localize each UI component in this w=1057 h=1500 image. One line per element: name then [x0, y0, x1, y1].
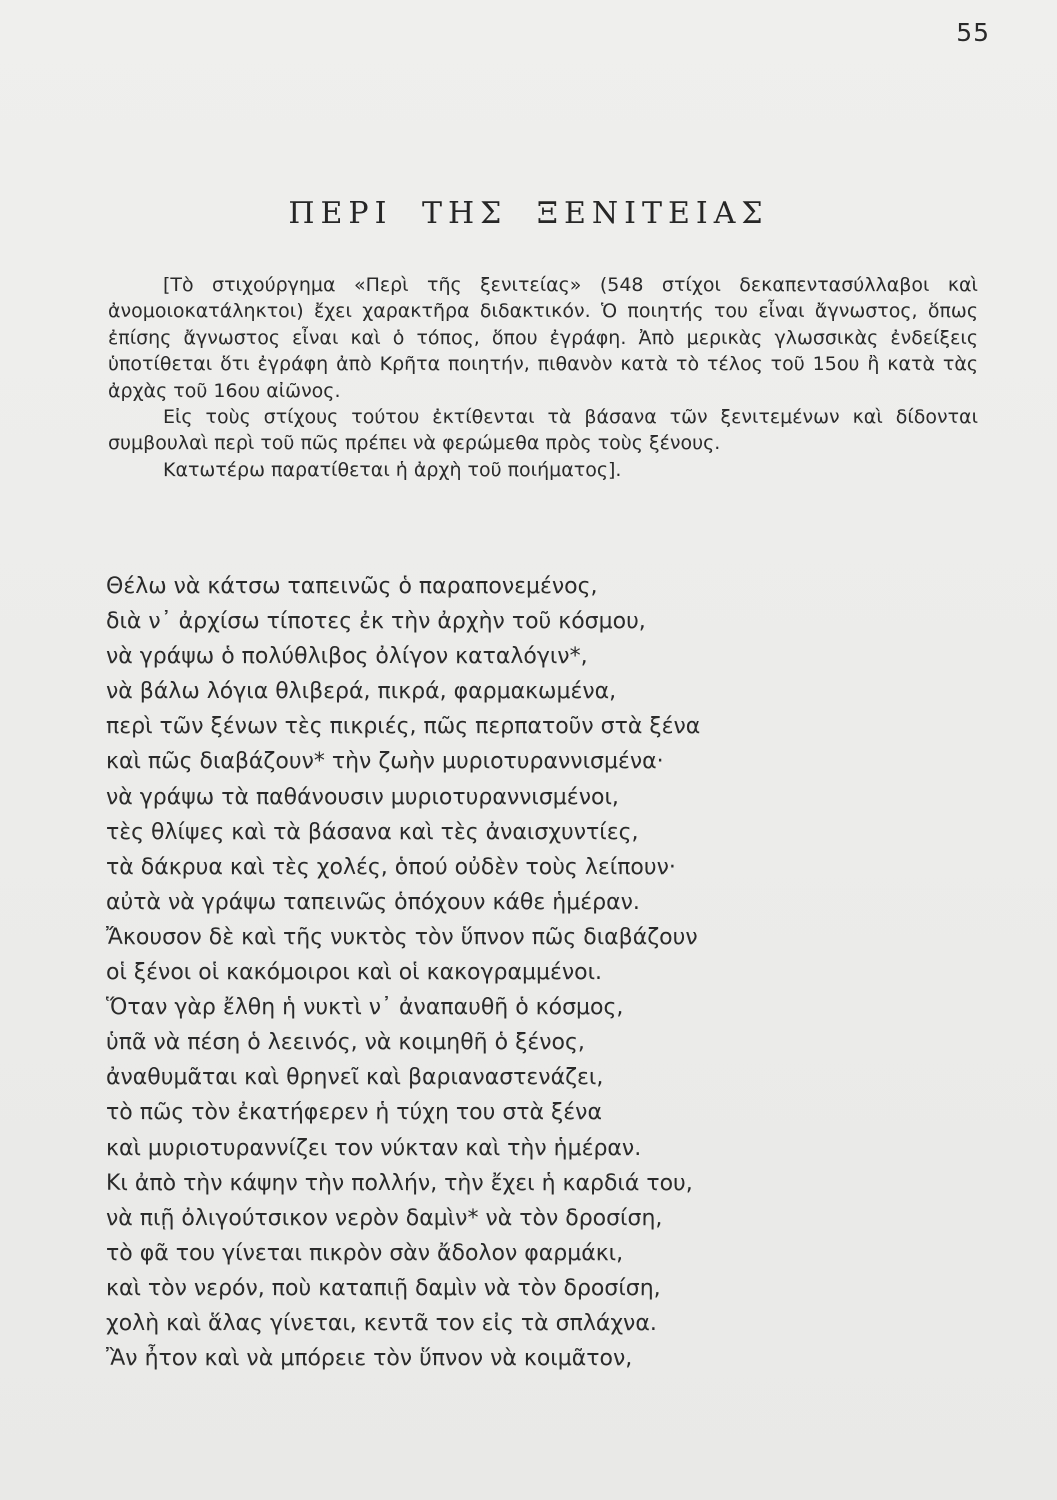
- poem-line: Κι ἀπὸ τὴν κάψην τὴν πολλήν, τὴν ἔχει ἡ καρδιά του,: [106, 1170, 693, 1196]
- poem-line: καὶ τὸν νερόν, ποὺ καταπιῇ δαμὶν νὰ τὸν δροσίση,: [106, 1275, 661, 1301]
- poem-line: χολὴ καὶ ἅλας γίνεται, κεντᾶ τον εἰς τὰ σπλάχνα.: [106, 1310, 657, 1336]
- intro-paragraph: [Τὸ στιχούργημα «Περὶ τῆς ξενιτείας» (548 στίχοι δεκαπεντασύλλαβοι καὶ ἀνομοιοκατάληκτοι) ἔχει χαρακτῆρα διδακτικόν. Ὁ ποιητής του εἶναι ἄγνωστος, ὅπως ἐπίσης ἄγνωστος εἶναι καὶ ὁ τόπος, ὅπου ἐγράφη. Ἀπὸ μερικὰς γλωσσικὰς ἐνδείξεις ὑποτίθεται ὅτι ἐγράφη ἀπὸ Κρῆτα ποιητήν, πιθανὸν κατὰ τὸ τέλος τοῦ 15ου ἢ κατὰ τὰς ἀρχὰς τοῦ 16ου αἰῶνος.: [108, 274, 978, 402]
- poem-line: Ἄκουσον δὲ καὶ τῆς νυκτὸς τὸν ὕπνον πῶς διαβάζουν: [106, 924, 698, 950]
- page-number: 55: [956, 18, 990, 47]
- poem-text: [106, 569, 986, 1376]
- poem-line: ὑπᾶ νὰ πέση ὁ λεεινός, νὰ κοιμηθῆ ὁ ξένος,: [106, 1030, 585, 1056]
- poem-line: νὰ γράψω ὁ πολύθλιβος ὀλίγον καταλόγιν*,: [106, 644, 588, 670]
- intro-paragraph: Κατωτέρω παρατίθεται ἡ ἀρχὴ τοῦ ποιήματος].: [163, 458, 622, 481]
- poem-line: Ἂν ἦτον καὶ νὰ μπόρειε τὸν ὕπνον νὰ κοιμᾶτον,: [106, 1346, 633, 1372]
- poem-line: καὶ πῶς διαβάζουν* τὴν ζωὴν μυριοτυραννισμένα·: [106, 749, 664, 775]
- poem-line: αὐτὰ νὰ γράψω ταπεινῶς ὁπόχουν κάθε ἡμέραν.: [106, 889, 640, 915]
- poem-line: περὶ τῶν ξένων τὲς πικριές, πῶς περπατοῦν στὰ ξένα: [106, 714, 701, 740]
- intro-note: [108, 272, 978, 483]
- poem-line: τὲς θλίψες καὶ τὰ βάσανα καὶ τὲς ἀναισχυντίες,: [106, 819, 639, 845]
- poem-line: τὸ πῶς τὸν ἐκατήφερεν ἡ τύχη του στὰ ξένα: [106, 1100, 602, 1126]
- poem-line: καὶ μυριοτυραννίζει τον νύκταν καὶ τὴν ἡμέραν.: [106, 1135, 642, 1161]
- poem-line: τὰ δάκρυα καὶ τὲς χολές, ὁπού οὐδὲν τοὺς λείπουν·: [106, 854, 676, 880]
- page-title: ΠΕΡΙ ΤΗΣ ΞΕΝΙΤΕΙΑΣ: [288, 196, 769, 231]
- poem-line: τὸ φᾶ του γίνεται πικρὸν σὰν ἄδολον φαρμάκι,: [106, 1240, 624, 1266]
- intro-paragraph: Εἰς τοὺς στίχους τούτου ἐκτίθενται τὰ βάσανα τῶν ξενιτεμένων καὶ δίδονται συμβουλαὶ περὶ τοῦ πῶς πρέπει νὰ φερώμεθα πρὸς τοὺς ξένους.: [108, 406, 978, 455]
- poem-line: οἱ ξένοι οἱ κακόμοιροι καὶ οἱ κακογραμμένοι.: [106, 960, 603, 986]
- poem-line: Θέλω νὰ κάτσω ταπεινῶς ὁ παραπονεμένος,: [106, 574, 598, 599]
- poem-line: νὰ γράψω τὰ παθάνουσιν μυριοτυραννισμένοι,: [106, 784, 619, 810]
- poem-line: νὰ πιῇ ὀλιγούτσικον νερὸν δαμὶν* νὰ τὸν δροσίση,: [106, 1205, 663, 1231]
- poem-line: νὰ βάλω λόγια θλιβερά, πικρά, φαρμακωμένα,: [106, 679, 617, 705]
- poem-line: ἀναθυμᾶται καὶ θρηνεῖ καὶ βαριαναστενάζει,: [106, 1065, 604, 1091]
- poem-line: Ὅταν γὰρ ἔλθη ἡ νυκτὶ ν᾿ ἀναπαυθῆ ὁ κόσμος,: [106, 995, 624, 1021]
- poem-line: διὰ ν᾿ ἀρχίσω τίποτες ἐκ τὴν ἀρχὴν τοῦ κόσμου,: [106, 609, 646, 635]
